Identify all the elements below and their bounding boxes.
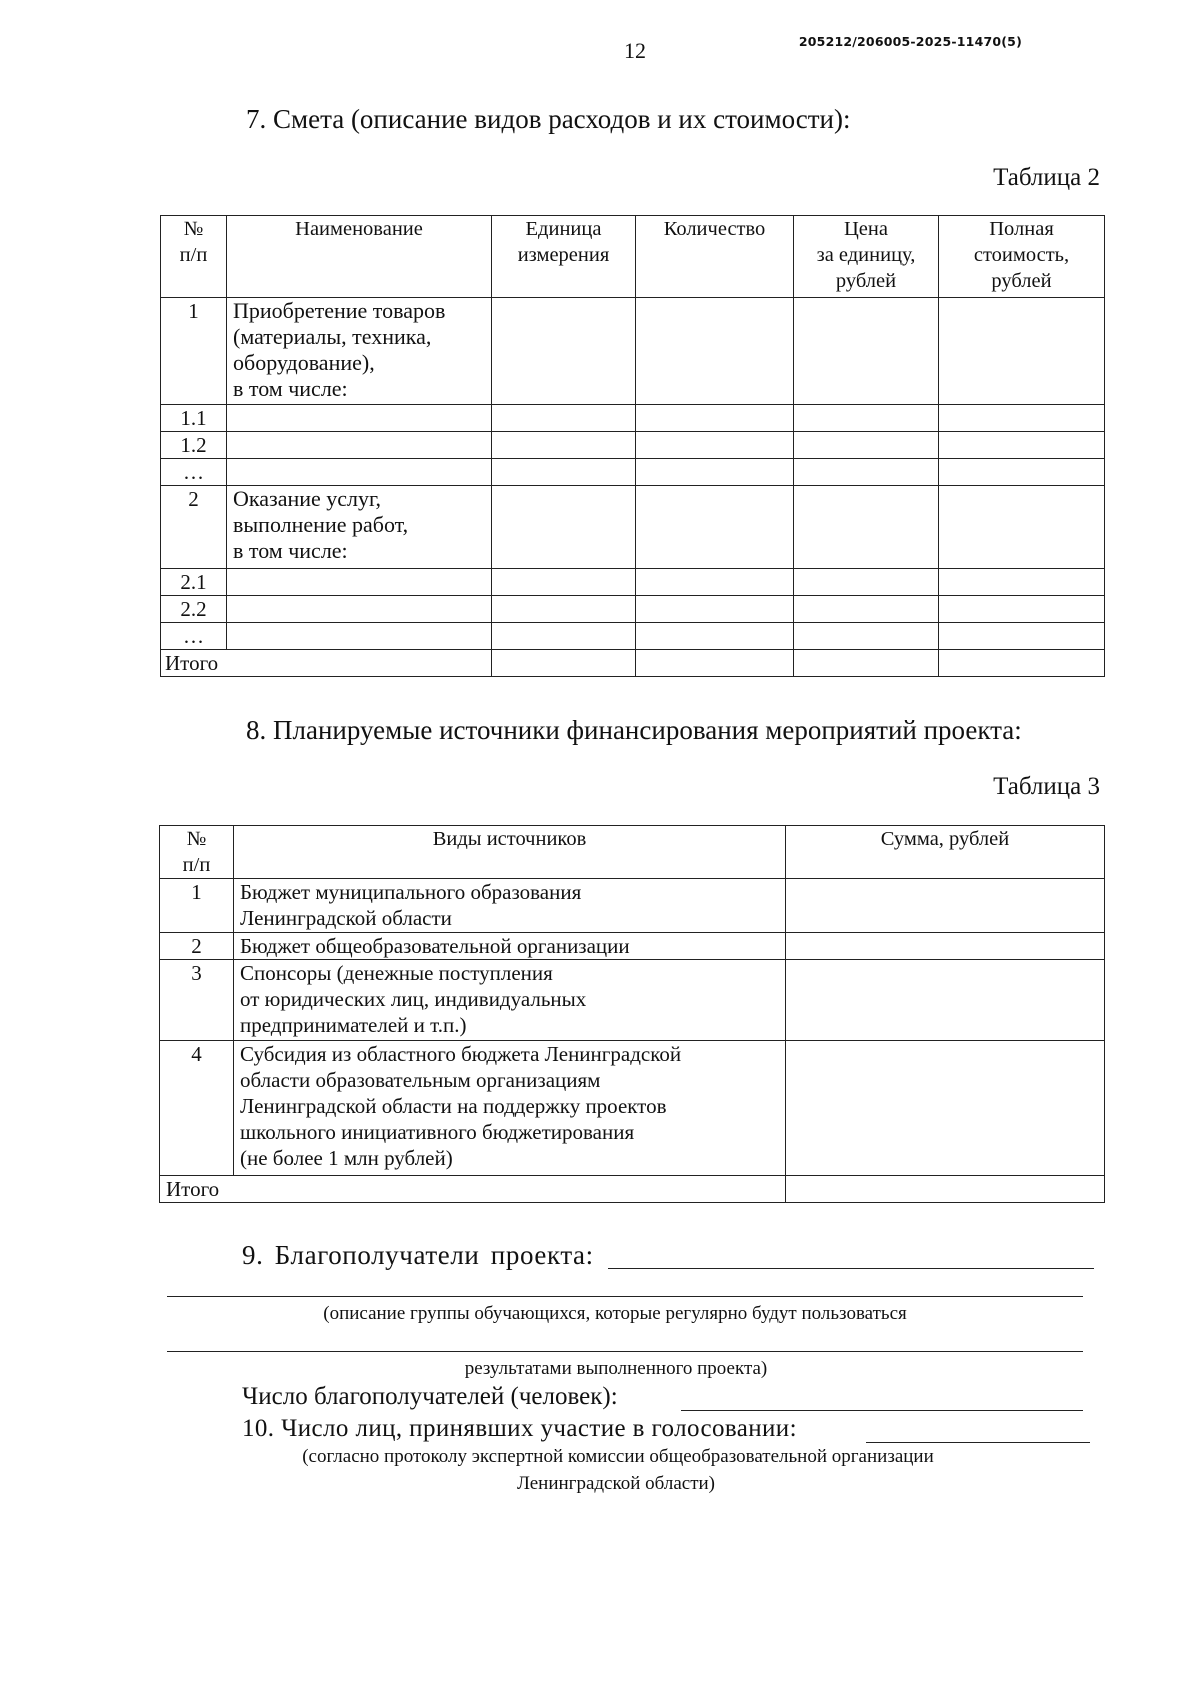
cell-unit[interactable] [492, 486, 636, 569]
cell-quantity[interactable] [636, 596, 794, 623]
cell-price[interactable] [794, 432, 939, 459]
cell-unit[interactable] [492, 432, 636, 459]
cell-quantity[interactable] [636, 650, 794, 677]
cell-amount[interactable] [786, 1041, 1105, 1176]
section9-heading: 9. Благополучатели проекта: [242, 1240, 594, 1270]
cell-unit[interactable] [492, 596, 636, 623]
cell-total[interactable] [939, 405, 1105, 432]
col-header-unit: Единица измерения [492, 216, 636, 298]
col-header-price: Цена за единицу, рублей [794, 216, 939, 298]
table2-label: Таблица 2 [993, 164, 1100, 191]
row-name: Бюджет муниципального образования Ленинградской области [234, 879, 786, 933]
cell-unit[interactable] [492, 569, 636, 596]
row-name: Субсидия из областного бюджета Ленинградской области образовательным организациям Ленинградской области на поддержку проектов школьного инициативного бюджетирования (не более 1 млн рублей) [234, 1041, 786, 1176]
total-label: Итого [160, 1176, 786, 1203]
row-name: Бюджет общеобразовательной организации [234, 933, 786, 960]
table-row [161, 432, 1105, 459]
row-number: 2.2 [161, 596, 227, 623]
cell-total[interactable] [939, 486, 1105, 569]
cell-price[interactable] [794, 569, 939, 596]
cell-total[interactable] [939, 298, 1105, 405]
row-name: Оказание услуг, выполнение работ, в том числе: [227, 486, 492, 569]
row-number: 2 [161, 486, 227, 569]
cell-total[interactable] [939, 459, 1105, 486]
row-name[interactable] [227, 459, 492, 486]
cell-total[interactable] [939, 432, 1105, 459]
cell-amount[interactable] [786, 960, 1105, 1041]
beneficiaries-input-line-3[interactable] [167, 1351, 1083, 1352]
cell-quantity[interactable] [636, 432, 794, 459]
beneficiaries-count-input[interactable] [681, 1410, 1083, 1411]
cell-total[interactable] [939, 596, 1105, 623]
row-name[interactable] [227, 596, 492, 623]
row-number: 1.1 [161, 405, 227, 432]
cell-unit[interactable] [492, 459, 636, 486]
col-header-number: № п/п [161, 216, 227, 298]
cell-amount[interactable] [786, 1176, 1105, 1203]
row-number: … [161, 459, 227, 486]
row-name[interactable] [227, 569, 492, 596]
row-number: 3 [160, 960, 234, 1041]
cell-unit[interactable] [492, 298, 636, 405]
voters-hint-1: (согласно протоколу экспертной комиссии общеобразовательной организации [302, 1446, 934, 1467]
col-header-total: Полная стоимость, рублей [939, 216, 1105, 298]
cell-quantity[interactable] [636, 569, 794, 596]
row-number: 1.2 [161, 432, 227, 459]
col-header-name: Наименование [227, 216, 492, 298]
cell-price[interactable] [794, 596, 939, 623]
row-name: Приобретение товаров (материалы, техника, оборудование), в том числе: [227, 298, 492, 405]
col-header-amount: Сумма, рублей [786, 826, 1105, 879]
beneficiaries-hint-1: (описание группы обучающихся, которые регулярно будут пользоваться [323, 1303, 907, 1324]
table-row [161, 298, 1105, 405]
table-row [161, 486, 1105, 569]
cell-quantity[interactable] [636, 459, 794, 486]
beneficiaries-hint-2: результатами выполненного проекта) [464, 1358, 768, 1379]
beneficiaries-input-line[interactable] [608, 1268, 1094, 1269]
table-row [161, 623, 1105, 650]
cell-quantity[interactable] [636, 623, 794, 650]
cell-total[interactable] [939, 623, 1105, 650]
total-row [161, 650, 1105, 677]
beneficiaries-count-label: Число благополучателей (человек): [242, 1383, 618, 1410]
table3-label: Таблица 3 [993, 773, 1100, 800]
total-label: Итого [161, 650, 492, 677]
col-header-quantity: Количество [636, 216, 794, 298]
estimate-table [160, 215, 1105, 677]
row-number: 2 [160, 933, 234, 960]
table-row [160, 933, 1105, 960]
cell-price[interactable] [794, 405, 939, 432]
estimate-table-header [161, 216, 1105, 298]
cell-price[interactable] [794, 623, 939, 650]
cell-amount[interactable] [786, 933, 1105, 960]
col-header-number: № п/п [160, 826, 234, 879]
cell-price[interactable] [794, 650, 939, 677]
row-number: 1 [160, 879, 234, 933]
total-row [160, 1176, 1105, 1203]
cell-unit[interactable] [492, 650, 636, 677]
cell-quantity[interactable] [636, 298, 794, 405]
row-name[interactable] [227, 432, 492, 459]
cell-price[interactable] [794, 298, 939, 405]
row-name: Спонсоры (денежные поступления от юридических лиц, индивидуальных предпринимателей и т.п.) [234, 960, 786, 1041]
section8-heading: 8. Планируемые источники финансирования мероприятий проекта: [246, 715, 1022, 745]
cell-price[interactable] [794, 459, 939, 486]
cell-unit[interactable] [492, 405, 636, 432]
row-number: 2.1 [161, 569, 227, 596]
cell-price[interactable] [794, 486, 939, 569]
document-id: 205212/206005-2025-11470(5) [798, 34, 1022, 49]
row-number: 4 [160, 1041, 234, 1176]
table-row [160, 960, 1105, 1041]
page-number: 12 [624, 38, 646, 63]
section7-heading: 7. Смета (описание видов расходов и их стоимости): [246, 104, 851, 134]
col-header-source: Виды источников [234, 826, 786, 879]
cell-quantity[interactable] [636, 405, 794, 432]
voters-count-input[interactable] [866, 1442, 1090, 1443]
row-number: … [161, 623, 227, 650]
voters-hint-2: Ленинградской области) [516, 1473, 716, 1494]
cell-unit[interactable] [492, 623, 636, 650]
beneficiaries-input-line-2[interactable] [167, 1296, 1083, 1297]
table-row [160, 1041, 1105, 1176]
table-row [160, 879, 1105, 933]
cell-quantity[interactable] [636, 486, 794, 569]
row-name[interactable] [227, 623, 492, 650]
row-name[interactable] [227, 405, 492, 432]
funding-table-header [160, 826, 1105, 879]
section10-heading: 10. Число лиц, принявших участие в голосовании: [242, 1415, 797, 1442]
row-number: 1 [161, 298, 227, 405]
table-row [161, 596, 1105, 623]
cell-total[interactable] [939, 569, 1105, 596]
funding-sources-table [159, 825, 1105, 1203]
table-row [161, 405, 1105, 432]
table-row [161, 569, 1105, 596]
table-row [161, 459, 1105, 486]
cell-amount[interactable] [786, 879, 1105, 933]
cell-total[interactable] [939, 650, 1105, 677]
